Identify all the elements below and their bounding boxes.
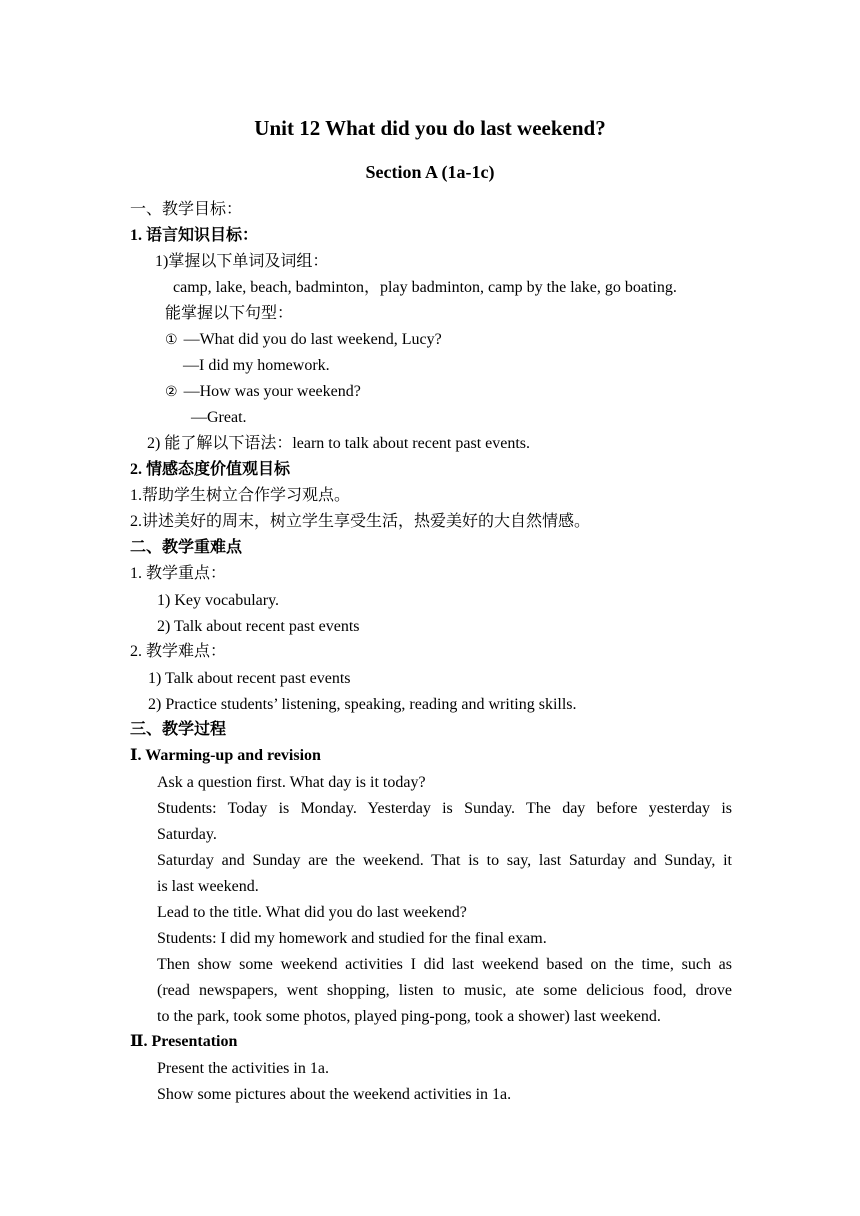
paragraph-line: Then show some weekend activities I did last weekend based on the time, such as [157,956,732,973]
dialogue-2-answer: —Great. [191,409,247,426]
question-text: —What did you do last weekend, Lucy? [183,331,442,348]
paragraph-line: Students: Today is Monday. Yesterday is Sunday. The day before yesterday is [157,800,732,817]
circled-number-2: ② [165,384,178,400]
step-2-heading: Ⅱ. Presentation [130,1033,238,1050]
difficult-points-label: 2. 教学难点： [130,643,227,660]
step-1-heading: Ⅰ. Warming-up and revision [130,747,321,764]
paragraph-line: Saturday. [157,826,217,843]
dialogue-1-answer: —I did my homework. [183,357,330,374]
circled-number-1: ① [165,332,178,348]
key-point-1: 1) Key vocabulary. [157,592,280,609]
grammar-objective: 2) 能了解以下语法：learn to talk about recent past events. [147,435,531,452]
key-points-label: 1. 教学重点： [130,565,227,582]
sentence-pattern-intro: 能掌握以下句型： [165,305,294,322]
heading-teaching-objectives: 一、教学目标： [130,201,243,218]
heading-language-knowledge: 1. 语言知识目标： [130,227,259,244]
dialogue-1-question [165,330,442,350]
paragraph-line: Saturday and Sunday are the weekend. That is to say, last Saturday and Sunday, it [157,852,732,869]
heading-emotional-goals: 2. 情感态度价值观目标 [130,461,291,478]
difficult-point-1: 1) Talk about recent past events [148,670,351,687]
heading-teaching-process: 三、教学过程 [130,721,227,738]
difficult-point-2: 2) Practice students’ listening, speaking, reading and writing skills. [148,696,577,713]
question-text: —How was your weekend? [183,383,361,400]
paragraph-line: Ask a question first. What day is it today? [157,774,426,791]
dialogue-2-question [165,382,361,402]
emotional-goal-1: 1.帮助学生树立合作学习观点。 [130,487,351,504]
heading-key-difficult-points: 二、教学重难点 [130,539,243,556]
paragraph-line: is last weekend. [157,878,259,895]
document-title: Unit 12 What did you do last weekend? [254,116,606,140]
paragraph-line: Lead to the title. What did you do last weekend? [157,904,467,921]
document-subtitle: Section A (1a-1c) [365,162,495,182]
paragraph-line: Students: I did my homework and studied for the final exam. [157,930,547,947]
emotional-goal-2: 2.讲述美好的周末，树立学生享受生活，热爱美好的大自然情感。 [130,513,591,530]
key-point-2: 2) Talk about recent past events [157,618,360,635]
paragraph-line: Present the activities in 1a. [157,1060,329,1077]
paragraph-line: to the park, took some photos, played ping-pong, took a shower) last weekend. [157,1008,661,1025]
paragraph-line: Show some pictures about the weekend activities in 1a. [157,1086,512,1103]
paragraph-line: (read newspapers, went shopping, listen to music, ate some delicious food, drove [157,982,732,999]
vocab-list: camp, lake, beach, badminton，play badminton, camp by the lake, go boating. [173,279,677,296]
vocab-intro: 1)掌握以下单词及词组： [155,253,329,270]
